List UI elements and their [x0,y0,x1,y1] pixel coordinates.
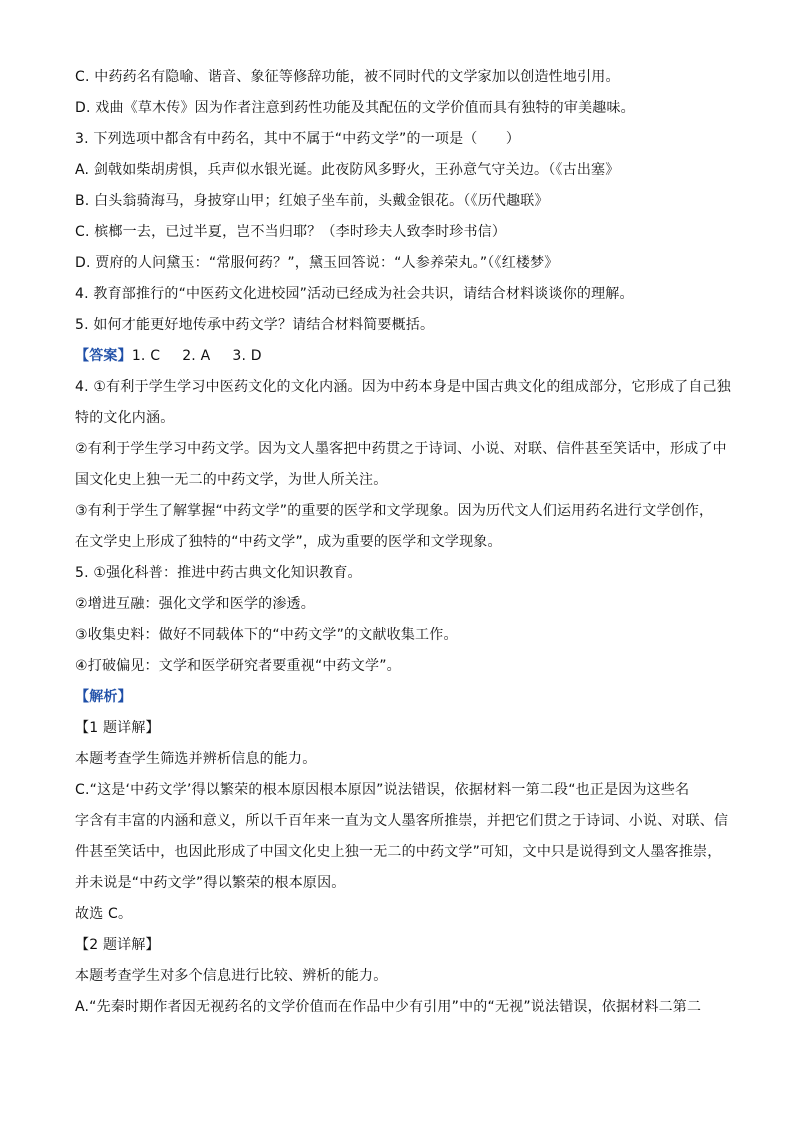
answer-item: 3. D [232,348,262,364]
detail-1-line: 件甚至笑话中，也因此形成了中国文化史上独一无二的中药文学”可知，文中只是说得到文人墨客推崇， [75,844,722,860]
answer-line: 特的文化内涵。 [75,410,175,426]
q3-option-b: B. 白头翁骑海马，身披穿山甲；红娘子坐车前，头戴金银花。（《历代趣联》 [75,193,549,209]
answer-row [75,341,734,372]
detail-2-line: A.“先秦时期作者因无视药名的文学价值而在作品中少有引用”中的“无视”说法错误，依据材料二第二 [75,999,702,1015]
analysis-tag: 【解析】 [75,689,132,705]
answer-line: 在文学史上形成了独特的“中药文学”，成为重要的医学和文学现象。 [75,534,502,550]
q3-option-c: C. 槟榔一去，已过半夏，岂不当归耶？（李时珍夫人致李时珍书信） [75,224,507,240]
question-5: 5. 如何才能更好地传承中药文学？请结合材料简要概括。 [75,317,435,333]
answer-item: 1. C [131,348,161,364]
detail-1-line: 本题考查学生筛选并辨析信息的能力。 [75,751,317,767]
answer-tag: 【答案】 [75,348,132,364]
detail-2-line: 本题考查学生对多个信息进行比较、辨析的能力。 [75,968,388,984]
q3-option-d: D. 贾府的人问黛玉：“常服何药？”，黛玉回答说：“人参养荣丸。”（《红楼梦》 [75,255,559,271]
answer-line: 4. ①有利于学生学习中医药文化的文化内涵。因为中药本身是中国古典文化的组成部分，它形成了自己独 [75,379,731,395]
question-3: 3. 下列选项中都含有中药名，其中不属于“中药文学”的一项是（ ） [75,131,521,147]
question-4: 4. 教育部推行的“中医药文化进校园”活动已经成为社会共识，请结合材料谈谈你的理解。 [75,286,634,302]
detail-1-line: 并未说是“中药文学”得以繁荣的根本原因。 [75,875,346,891]
answer-line: ②增进互融：强化文学和医学的渗透。 [75,596,315,612]
detail-2-tag: 【2 题详解】 [75,937,160,953]
answer-line: 国文化史上独一无二的中药文学，为世人所关注。 [75,472,388,488]
option-d-line: D. 戏曲《草木传》因为作者注意到药性功能及其配伍的文学价值而具有独特的审美趣味。 [75,100,635,116]
answer-item: 2. A [182,348,211,364]
detail-1-line: 字含有丰富的内涵和意义，所以千百年来一直为文人墨客所推崇，并把它们贯之于诗词、小说、对联、信 [75,813,729,829]
answer-line: ②有利于学生学习中药文学。因为文人墨客把中药贯之于诗词、小说、对联、信件甚至笑话中，形成了中 [75,441,727,457]
answer-line: 5. ①强化科普：推进中药古典文化知识教育。 [75,565,362,581]
option-c-line: C. 中药药名有隐喻、谐音、象征等修辞功能，被不同时代的文学家加以创造性地引用。 [75,69,620,85]
answer-line: ③收集史料：做好不同载体下的“中药文学”的文献收集工作。 [75,627,458,643]
answer-line: ④打破偏见：文学和医学研究者要重视“中药文学”。 [75,658,401,674]
detail-1-line: 故选 C。 [75,906,133,922]
answer-line: ③有利于学生了解掌握“中药文学”的重要的医学和文学现象。因为历代文人们运用药名进行文学创作， [75,503,714,519]
q3-option-a: A. 剑戟如柴胡虏惧，兵声似水银光诞。此夜防风多野火，王孙意气守关边。（《古出塞》 [75,162,620,178]
detail-1-line: C.“这是‘中药文学’得以繁荣的根本原因根本原因”说法错误，依据材料一第二段“也正是因为这些名 [75,782,690,798]
detail-1-tag: 【1 题详解】 [75,720,160,736]
